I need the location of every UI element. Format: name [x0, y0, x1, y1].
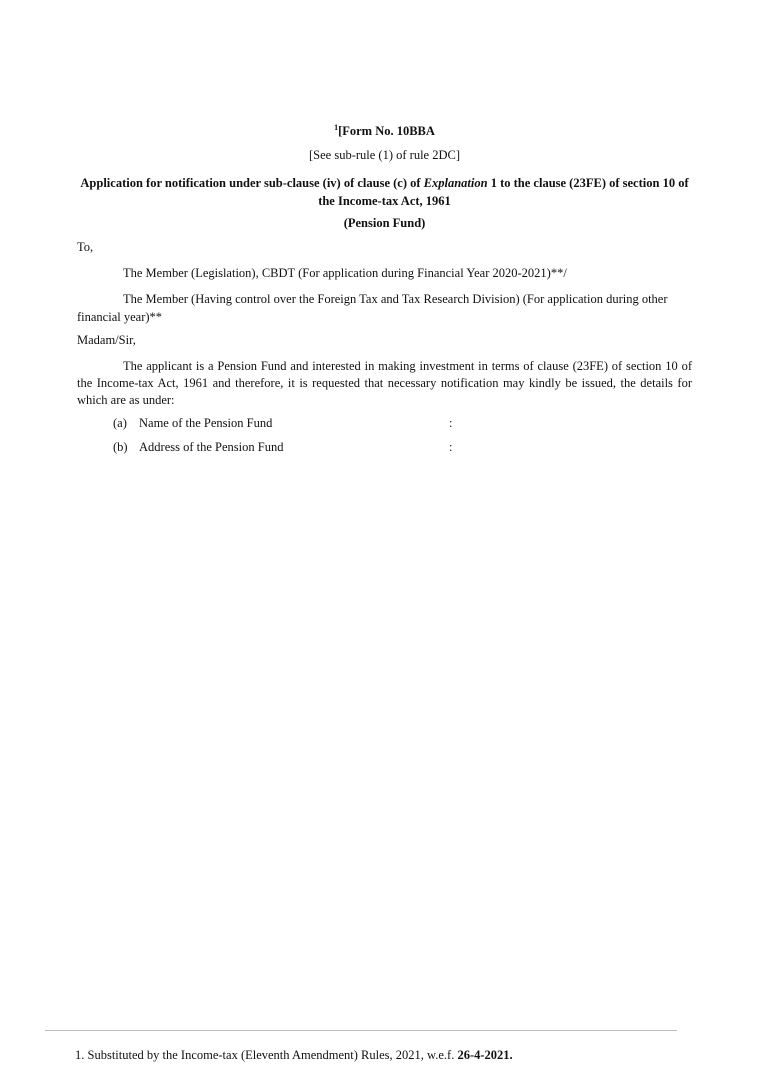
- addressee-member-foreign-tax: The Member (Having control over the Foreign Tax and Tax Research Division) (For application during other financial year)**: [77, 292, 668, 324]
- addressee-member-legislation: The Member (Legislation), CBDT (For application during Financial Year 2020-2021)**/: [123, 266, 567, 280]
- item-separator: :: [449, 416, 453, 430]
- item-name: Address of the Pension Fund: [139, 440, 284, 454]
- list-item: [113, 416, 533, 434]
- application-body: The applicant is a Pension Fund and interested in making investment in terms of clause (23FE) of section 10 of the Income-tax Act, 1961 and therefore, it is requested that necessary notification may kindly be issued, the details for which are as under:: [77, 359, 692, 407]
- footnote-date: 26-4-2021.: [457, 1048, 513, 1062]
- form-page: [77, 0, 692, 1086]
- list-item: [113, 440, 533, 458]
- heading-part-2: 1 to the clause (23FE) of section 10 of the Income-tax Act, 1961: [318, 176, 689, 208]
- form-title-text: [Form No. 10BBA: [338, 124, 435, 138]
- salutation: Madam/Sir,: [77, 333, 136, 347]
- form-title: [77, 124, 692, 139]
- footnote: [75, 1048, 513, 1063]
- addressee-to: To,: [77, 240, 94, 254]
- sub-rule-reference: [See sub-rule (1) of rule 2DC]: [309, 148, 460, 162]
- heading-italic: Explanation: [423, 176, 488, 190]
- footnote-divider: [45, 1030, 677, 1031]
- item-name: Name of the Pension Fund: [139, 416, 273, 430]
- item-label: (b): [113, 440, 128, 454]
- footnote-text: 1. Substituted by the Income-tax (Eleventh Amendment) Rules, 2021, w.e.f.: [75, 1048, 458, 1062]
- item-label: (a): [113, 416, 127, 430]
- application-heading: [77, 174, 692, 210]
- heading-part-1: Application for notification under sub-clause (iv) of clause (c) of: [80, 176, 424, 190]
- footnote-marker: 1: [334, 122, 339, 132]
- item-separator: :: [449, 440, 453, 454]
- form-subtitle: (Pension Fund): [343, 216, 426, 230]
